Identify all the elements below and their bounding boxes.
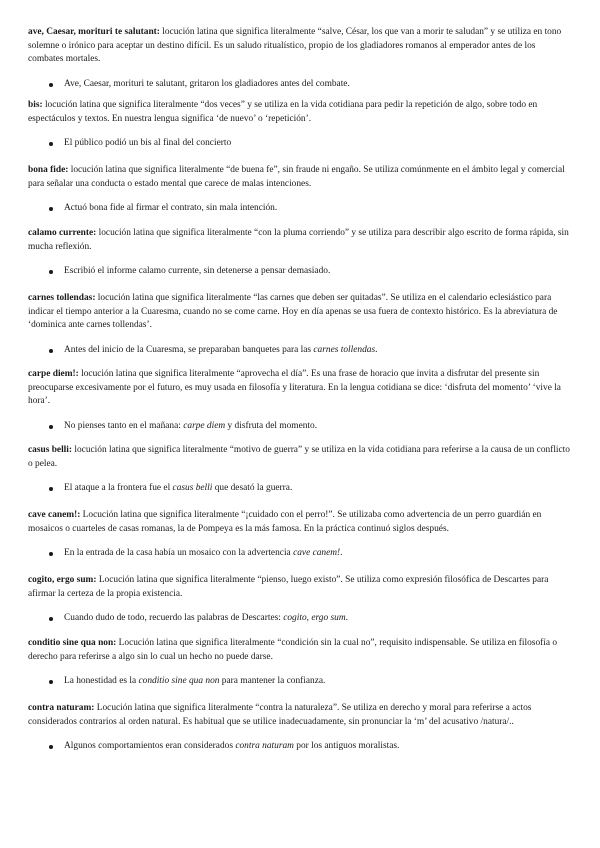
definition <box>28 164 573 191</box>
definition-text: locución latina que significa literalmente “con la pluma corriendo” y se utiliza para describir algo escrito de forma rápida, sin mucha reflexión. <box>28 228 569 252</box>
term: bis: <box>28 100 43 110</box>
definition <box>28 292 573 333</box>
entry-bis <box>28 99 573 151</box>
example-text <box>64 612 348 626</box>
example-text-post: por los antiguos moralistas. <box>293 741 400 751</box>
example-text-post: . <box>345 613 348 623</box>
term: cave canem!: <box>28 510 81 520</box>
example-text-pre: En la entrada de la casa había un mosaico con la advertencia <box>64 548 294 558</box>
example-text-pre: Escribió el informe calamo currente, sin detenerse a pensar demasiado. <box>64 266 331 276</box>
example-text <box>64 482 292 496</box>
entry-carnes-tollendas <box>28 292 573 358</box>
example-text-pre: Algunos comportamientos eran considerados <box>64 741 236 751</box>
example-text-post: y disfruta del momento. <box>225 420 318 431</box>
example-text-italic: carnes tollendas <box>313 344 376 355</box>
definition <box>28 444 573 471</box>
example-text-pre: Cuando dudo de todo, recuerdo las palabras de Descartes: <box>64 613 284 623</box>
entry-cogito-ergo-sum <box>28 574 573 626</box>
example-text-italic: contra naturam <box>235 741 294 751</box>
term: casus belli: <box>28 445 73 455</box>
example-text-post: para mantener la confianza. <box>219 676 326 686</box>
bullet-icon <box>49 745 53 749</box>
definition <box>28 227 573 254</box>
entry-ave-caesar <box>28 26 573 92</box>
definition <box>28 368 573 409</box>
entry-cave-canem <box>28 509 573 561</box>
example-text-italic: cave canem! <box>293 548 341 558</box>
example-text-post: . <box>375 344 378 355</box>
definition-text: locución latina que significa literalmente “aprovecha el día”. Es una frase de horacio que invita a disfrutar del presente sin preocuparse excesivamente por el futuro, es muy usada en filosofía y literatura. En la lengua cotidiana se dice: ‘disfruta del momento’ ‘vive la hora’. <box>28 369 561 406</box>
term: carpe diem!: <box>28 369 79 379</box>
example-item <box>28 547 573 561</box>
example-item <box>28 344 573 358</box>
term: carnes tollendas: <box>28 293 96 303</box>
definition <box>28 637 573 664</box>
example-item <box>28 612 573 626</box>
example-text <box>64 547 343 561</box>
term: contra naturam: <box>28 703 95 713</box>
bullet-icon <box>49 680 53 684</box>
example-text <box>64 740 399 754</box>
example-text-italic: conditio sine qua non <box>138 676 220 686</box>
term: calamo currente: <box>28 228 97 238</box>
example-item <box>28 482 573 496</box>
example-text-post: que desató la guerra. <box>212 483 293 493</box>
term: conditio sine qua non: <box>28 638 117 648</box>
example-text-pre: Ave, Caesar, morituri te salutant, gritaron los gladiadores antes del combate. <box>64 78 350 89</box>
bullet-icon <box>49 487 53 491</box>
definition <box>28 702 573 729</box>
example-text-pre: Actuó bona fide al firmar el contrato, sin mala intención. <box>64 203 278 213</box>
example-item <box>28 202 573 216</box>
bullet-icon <box>49 207 53 211</box>
definition-text: Locución latina que significa literalmente “¡cuidado con el perro!”. Se utilizaba como advertencia de un perro guardián en mosaicos o cuarteles de casas romanas, la de Pompeya es la más famosa. En la práctica continuó siglos después. <box>28 510 542 534</box>
bullet-icon <box>49 349 53 353</box>
term: cogito, ergo sum: <box>28 575 97 585</box>
entry-casus-belli <box>28 444 573 496</box>
example-item <box>28 137 573 151</box>
example-text-pre: El público podió un bis al final del concierto <box>64 138 232 148</box>
bullet-icon <box>49 617 53 621</box>
example-text <box>64 137 231 151</box>
example-text-italic: cogito, ergo sum <box>283 613 346 623</box>
example-text-italic: carpe diem <box>183 420 226 431</box>
entry-contra-naturam <box>28 702 573 754</box>
entry-calamo-currente <box>28 227 573 279</box>
definition-text: locución latina que significa literalmente “de buena fe”, sin fraude ni engaño. Se utiliza comúnmente en el ámbito legal y comercial para señalar una conducta o estado mental que carece de malas intenciones. <box>28 165 565 189</box>
example-text <box>64 675 325 689</box>
definition <box>28 26 573 67</box>
definition-text: locución latina que significa literalmente “las carnes que deben ser quitadas”. Se utiliza en el calendario eclesiástico para indicar el tiempo anterior a la Cuaresma, cuando no se come carne. Hoy en día apenas se usa fuera de contexto histórico. Es la abreviatura de ‘dominica ante carnes tollendas’. <box>28 293 558 330</box>
example-text-pre: Antes del inicio de la Cuaresma, se preparaban banquetes para las <box>64 344 314 355</box>
bullet-icon <box>49 425 53 429</box>
example-text-post: . <box>340 548 343 558</box>
example-item <box>28 420 573 434</box>
definition <box>28 99 573 126</box>
example-text-italic: casus belli <box>172 483 213 493</box>
entry-bona-fide <box>28 164 573 216</box>
example-text <box>64 420 317 434</box>
example-item <box>28 265 573 279</box>
example-item <box>28 740 573 754</box>
definition-text: Locución latina que significa literalmente “condición sin la cual no”, requisito indispensable. Se utiliza en filosofía o derecho para referirse a algo sin lo cual un hecho no puede darse. <box>28 638 558 662</box>
definition-text: locución latina que significa literalmente “salve, César, los que van a morir te saludan” y se utiliza en tono solemne o irónico para aceptar un destino difícil. Es un saludo ritualístico, propio de los gladiadores romanos al emperador antes de los combates mortales. <box>28 27 562 64</box>
bullet-icon <box>49 142 53 146</box>
example-text-pre: No pienses tanto en el mañana: <box>64 420 184 431</box>
example-text <box>64 344 377 358</box>
example-text <box>64 265 330 279</box>
entry-carpe-diem <box>28 368 573 434</box>
example-item <box>28 78 573 92</box>
example-text <box>64 202 277 216</box>
example-text-pre: El ataque a la frontera fue el <box>64 483 173 493</box>
term: ave, Caesar, morituri te salutant: <box>28 27 160 37</box>
definition-text: Locución latina que significa literalmente “contra la naturaleza”. Se utiliza en derecho y moral para referirse a actos considerados contrarios al orden natural. Es habitual que se utilice inadecuadamente, sin pronunciar la ‘m’ del acusativo /natura/.. <box>28 703 532 727</box>
definition <box>28 574 573 601</box>
term: bona fide: <box>28 165 69 175</box>
bullet-icon <box>49 83 53 87</box>
bullet-icon <box>49 270 53 274</box>
definition-text: locución latina que significa literalmente “dos veces” y se utiliza en la vida cotidiana para pedir la repetición de algo, sobre todo en espectáculos y textos. En nuestra lengua significa ‘de nuevo’ o ‘repetición’. <box>28 100 538 124</box>
definition-text: locución latina que significa literalmente “motivo de guerra” y se utiliza en la vida cotidiana para referirse a la causa de un conflicto o pelea. <box>28 445 570 469</box>
definition-text: Locución latina que significa literalmente “pienso, luego existo”. Se utiliza como expresión filosófica de Descartes para afirmar la certeza de la propia existencia. <box>28 575 549 599</box>
definition <box>28 509 573 536</box>
bullet-icon <box>49 552 53 556</box>
example-text-pre: La honestidad es la <box>64 676 139 686</box>
entry-conditio-sine-qua-non <box>28 637 573 689</box>
example-item <box>28 675 573 689</box>
example-text <box>64 78 350 92</box>
